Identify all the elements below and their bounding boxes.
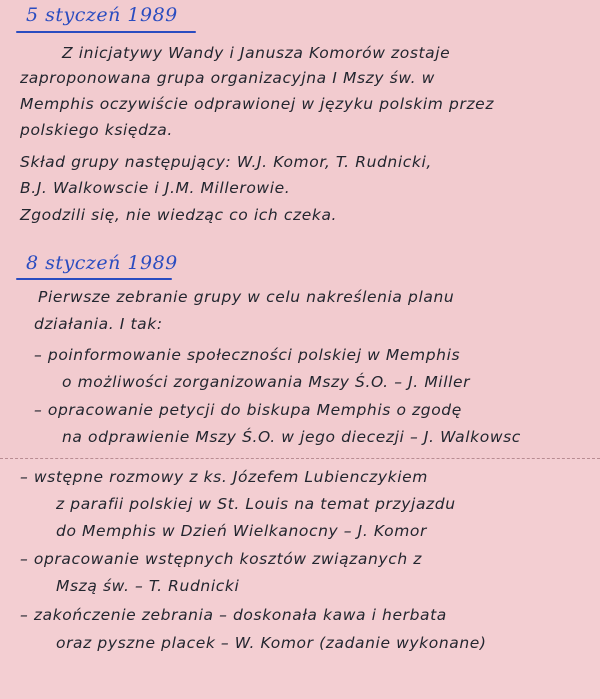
list-item: – wstępne rozmowy z ks. Józefem Lubienczykiem [20,468,428,486]
list-item-continuation: Mszą św. – T. Rudnicki [56,577,240,595]
list-item-continuation: do Memphis w Dzień Wielkanocny – J. Komor [56,522,427,540]
text-line: Z inicjatywy Wandy i Janusza Komorów zostaje [62,44,451,62]
text-line: Memphis oczywiście odprawionej w języku polskim przez [20,95,495,113]
list-item: – opracowanie wstępnych kosztów związanych z [20,550,423,568]
list-item: – opracowanie petycji do biskupa Memphis o zgodę [34,401,462,419]
list-item-continuation: z parafii polskiej w St. Louis na temat przyjazdu [56,495,456,513]
list-item: – zakończenie zebrania – doskonała kawa i herbata [20,606,447,624]
list-item-continuation: oraz pyszne placek – W. Komor (zadanie wykonane) [56,634,487,652]
text-line: B.J. Walkowscie i J.M. Millerowie. [20,179,291,197]
text-line: Pierwsze zebranie grupy w celu nakreślenia planu [38,288,455,306]
date-underline [16,278,172,280]
text-line: Zgodzili się, nie wiedząc co ich czeka. [20,206,338,224]
date-underline [16,31,196,33]
list-item-continuation: na odprawienie Mszy Ś.O. w jego diecezji – J. Walkowsc [62,428,521,446]
entry-date: 8 styczeń 1989 [26,252,178,274]
list-item-continuation: o możliwości zorganizowania Mszy Ś.O. – J. Miller [62,373,471,391]
list-item: – poinformowanie społeczności polskiej w Memphis [34,346,461,364]
entry-date: 5 styczeń 1989 [26,4,178,26]
text-line: działania. I tak: [34,315,163,333]
text-line: polskiego księdza. [20,121,173,139]
text-line: zaproponowana grupa organizacyjna I Mszy św. w [20,69,435,87]
text-line: Skład grupy następujący: W.J. Komor, T. Rudnicki, [20,153,432,171]
